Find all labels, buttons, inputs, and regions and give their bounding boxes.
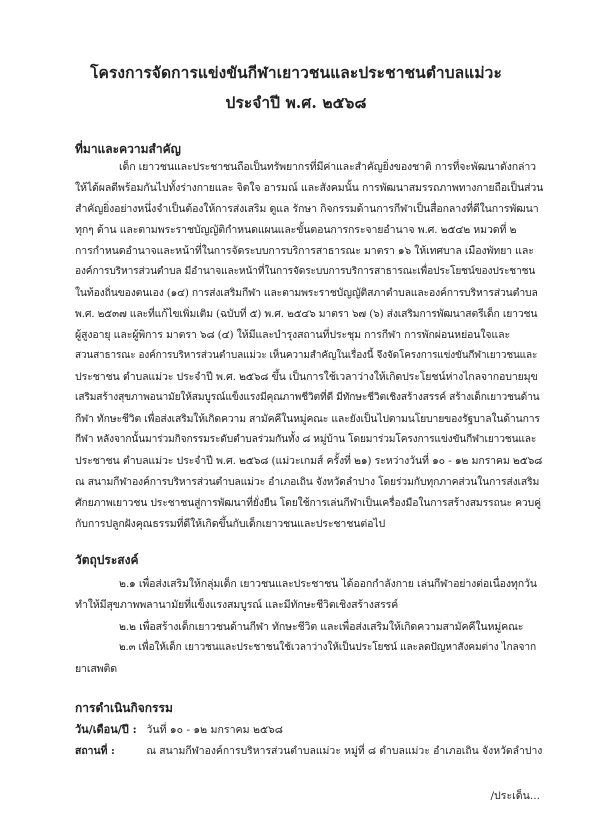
place-row bbox=[75, 742, 542, 759]
background-line: เด็ก เยาวชนและประชาชนถือเป็นทรัพยากรที่มีค่าและสำคัญยิ่งของชาติ การที่จะพัฒนาดังกล่าว bbox=[119, 161, 536, 173]
background-line: ทุกๆ ด้าน และตามพระราชบัญญัติกำหนดแผนและขั้นตอนการกระจายอำนาจ พ.ศ. ๒๕๔๒ หมวดที่ ๒ bbox=[75, 224, 517, 236]
background-heading: ที่มาและความสำคัญ bbox=[75, 142, 181, 156]
background-line: กีฬา ทักษะชีวิต เพื่อส่งเสริมให้เกิดความ สามัคคีในหมู่คณะ และยังเป็นไปตามนโยบายของรัฐบาลในด้านการ bbox=[75, 413, 540, 425]
document-title: โครงการจัดการแข่งขันกีฬาเยาวชนและประชาชนตำบลแม่วะ bbox=[90, 63, 502, 82]
objective-line: ๒.๒ เพื่อสร้างเด็กเยาวชนด้านกีฬา ทักษะชีวิต และเพื่อส่งเสริมให้เกิดความสามัคคีในหมู่คณะ bbox=[119, 621, 524, 633]
operation-heading: การดำเนินกิจกรรม bbox=[75, 701, 173, 715]
background-line: กับการปลูกฝังคุณธรรมที่ดีให้เกิดขึ้นกับเด็กเยาวชนและประชาชนต่อไป bbox=[75, 518, 386, 530]
background-line: ให้ได้ผลดีพร้อมกันไปทั้งร่างกายและ จิตใจ อารมณ์ และสังคมนั้น การพัฒนาสมรรถภาพทางกายถือเป็นส่วน bbox=[75, 182, 544, 194]
background-line: เสริมสร้างสุขภาพอนามัยให้สมบูรณ์แข็งแรงมีคุณภาพชีวิตที่ดี มีทักษะชีวิตเชิงสร้างสรรค์ สร้างเด็กเยาวชนด้าน bbox=[75, 392, 540, 403]
background-line: ในท้องถิ่นของตนเอง (๑๔) การส่งเสริมกีฬา และตามพระราชบัญญัติสภาตำบลและองค์การบริหารส่วนตำบล bbox=[75, 287, 538, 299]
objective-line: ๒.๓ เพื่อให้เด็ก เยาวชนและประชาชนใช้เวลาว่างให้เป็นประโยชน์ และลดปัญหาสังคมต่าง ไกลจาก bbox=[119, 642, 536, 653]
date-value: วันที่ ๑๐ - ๑๒ มกราคม ๒๕๖๘ bbox=[146, 724, 283, 736]
document-subtitle: ประจำปี พ.ศ. ๒๕๖๘ bbox=[225, 93, 367, 112]
background-line: ประชาชน ตำบลแม่วะ ประจำปี พ.ศ. ๒๕๖๘ (แม่วะเกมส์ ครั้งที่ ๒๑) ระหว่างวันที่ ๑๐ - ๑๒ มกราคม ๒๕๖๘ bbox=[75, 455, 543, 467]
date-label: วัน/เดือน/ปี : bbox=[75, 723, 137, 736]
background-line: องค์การบริหารส่วนตำบล มีอำนาจและหน้าที่ในการจัดระบบการบริการสาธารณะเพื่อประโยชน์ของประชาชน bbox=[75, 266, 536, 277]
background-line: ผู้สูงอายุ และผู้พิการ มาตรา ๖๘ (๔) ให้มีและบำรุงสถานที่ประชุม การกีฬา การพักผ่อนหย่อนใจและ bbox=[75, 329, 510, 341]
background-line: ศักยภาพเยาวชน ประชาชนสู่การพัฒนาที่ยั่งยืน โดยใช้การเล่นกีฬาเป็นเครื่องมือในการสร้างสมรรถนะ ควบคู่ bbox=[75, 497, 541, 509]
background-line: ประชาชน ตำบลแม่วะ ประจำปี พ.ศ. ๒๕๖๘ ขึ้น เป็นการใช้เวลาว่างให้เกิดประโยชน์ห่างไกลจากอบายมุข bbox=[75, 371, 538, 383]
place-label: สถานที่ : bbox=[75, 745, 115, 757]
objective-line: ยาเสพติด bbox=[75, 663, 117, 675]
continuation-marker: /ประเด็น... bbox=[490, 790, 540, 802]
background-line: ณ สนามกีฬาองค์การบริหารส่วนตำบลแม่วะ อำเภอเถิน จังหวัดลำปาง โดยร่วมกับทุกภาคส่วนในการส่งเสริม bbox=[75, 476, 540, 488]
background-line: สำคัญยิ่งอย่างหนึ่งจำเป็นต้องให้การส่งเสริม ดูแล รักษา กิจกรรมด้านการกีฬาเป็นสื่อกลางที่ดีในการพัฒนา bbox=[75, 203, 539, 215]
place-value: ณ สนามกีฬาองค์การบริหารส่วนตำบลแม่วะ หมู่ที่ ๘ ตำบลแม่วะ อำเภอเถิน จังหวัดลำปาง bbox=[146, 745, 543, 757]
background-line: การกำหนดอำนาจและหน้าที่ในการจัดระบบการบริการสาธารณะ มาตรา ๑๖ ให้เทศบาล เมืองพัทยา และ bbox=[75, 245, 534, 257]
objective-line: ทำให้มีสุขภาพพลานามัยที่แข็งแรงสมบูรณ์ และมีทักษะชีวิตเชิงสร้างสรรค์ bbox=[75, 599, 399, 611]
objective-line: ๒.๑ เพื่อส่งเสริมให้กลุ่มเด็ก เยาวชนและประชาชน ได้ออกกำลังกาย เล่นกีฬาอย่างต่อเนื่องทุกวัน bbox=[119, 578, 537, 590]
objectives-heading: วัตถุประสงค์ bbox=[75, 553, 139, 567]
background-line: พ.ศ. ๒๕๓๗ และที่แก้ไขเพิ่มเติม (ฉบับที่ ๕) พ.ศ. ๒๕๔๖ มาตรา ๖๗ (๖) ส่งเสริมการพัฒนาสตรีเด็ก เยาวชน bbox=[75, 308, 538, 320]
background-line: สวนสาธารณะ องค์การบริหารส่วนตำบลแม่วะ เห็นความสำคัญในเรื่องนี้ จึงจัดโครงการแข่งขันกีฬาเยาวชนและ bbox=[75, 350, 538, 361]
background-line: กีฬา หลังจากนั้นมาร่วมกิจกรรมระดับตำบลร่วมกันทั้ง ๘ หมู่บ้าน โดยมาร่วมโครงการแข่งขันกีฬาเยาวชนและ bbox=[75, 434, 537, 445]
date-row bbox=[75, 720, 283, 738]
